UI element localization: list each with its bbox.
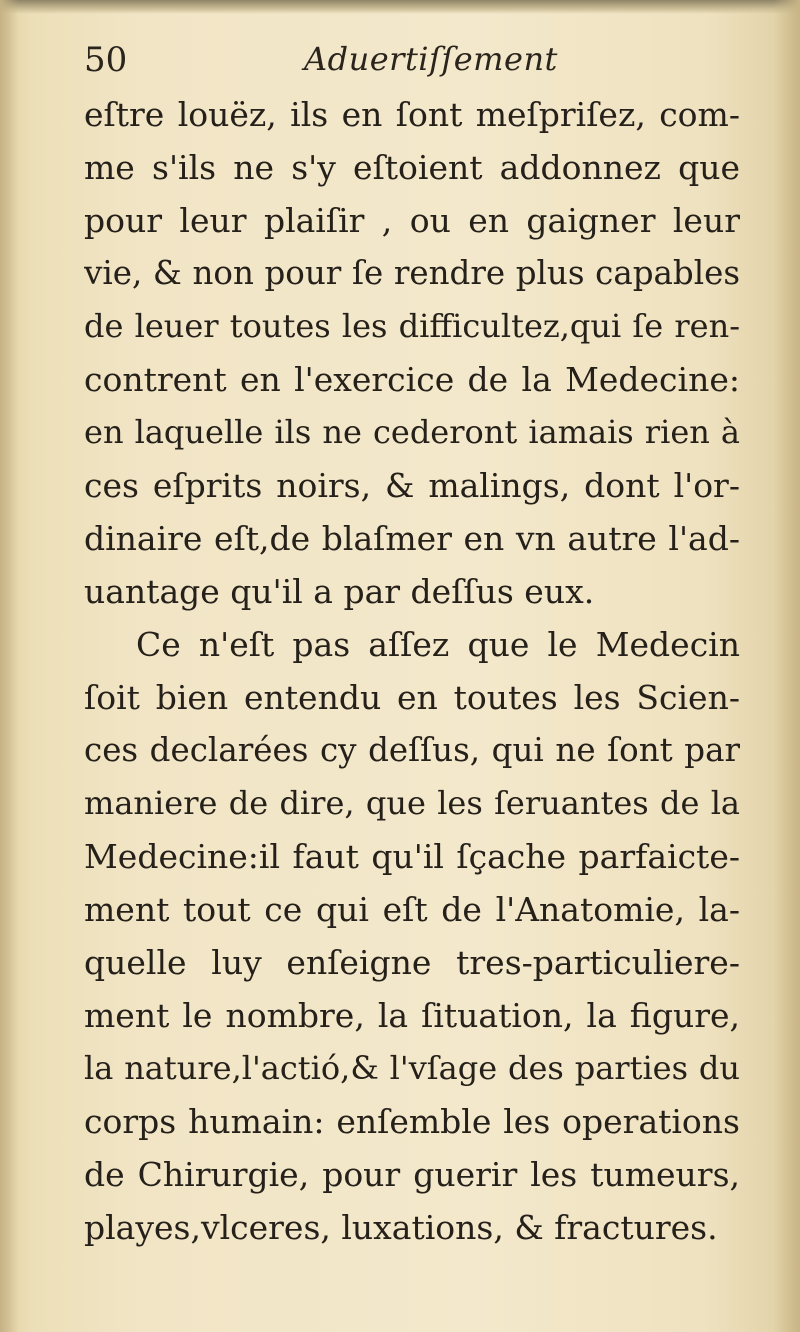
text-line: ment tout ce qui eſt de l'Anatomie, la- (84, 890, 740, 929)
text-line: eſtre louëz, ils en ſont meſpriſez, com- (84, 95, 740, 134)
text-line: playes,vlceres, luxations, & fractures. (84, 1208, 718, 1247)
text-line: dinaire eſt,de blaſmer en vn autre l'ad- (84, 519, 740, 558)
text-line: vie, & non pour ſe rendre plus capables (84, 254, 740, 292)
page-right-shadow (774, 0, 800, 1332)
text-line: ſoit bien entendu en toutes les Scien- (84, 678, 740, 717)
text-line: en laquelle ils ne cederont iamais rien à (84, 413, 740, 451)
text-line: ces declarées cy deſſus, qui ne ſont par (84, 731, 740, 769)
text-line: Medecine:il faut qu'il ſçache parfaicte- (84, 837, 740, 876)
text-line: quelle luy enſeigne tres-particuliere- (84, 943, 740, 982)
body-text (84, 88, 740, 1254)
page-top-shadow (0, 0, 800, 14)
text-line: la nature,l'actió,& l'vſage des parties du (84, 1049, 740, 1087)
text-line: Ce n'eſt pas aſſez que le Medecin (136, 625, 740, 664)
page-header (84, 36, 734, 86)
text-line: ment le nombre, la ſituation, la figure, (84, 996, 740, 1035)
text-line: de leuer toutes les difficultez,qui ſe ren- (84, 307, 740, 345)
text-line: uantage qu'il a par deſſus eux. (84, 572, 595, 611)
running-title: Aduertiſſement (304, 40, 558, 78)
text-line: contrent en l'exercice de la Medecine: (84, 360, 740, 399)
page-left-shadow (0, 0, 18, 1332)
text-line: ces eſprits noirs, & malings, dont l'or- (84, 466, 740, 505)
text-line: maniere de dire, que les ſeruantes de la (84, 784, 740, 822)
page-number: 50 (84, 40, 128, 80)
text-line: pour leur plaiſir , ou en gaigner leur (84, 201, 740, 240)
text-line: de Chirurgie, pour guerir les tumeurs, (84, 1155, 740, 1194)
text-line: me s'ils ne s'y eſtoient addonnez que (84, 148, 740, 187)
text-line: corps humain: enſemble les operations (84, 1102, 740, 1141)
